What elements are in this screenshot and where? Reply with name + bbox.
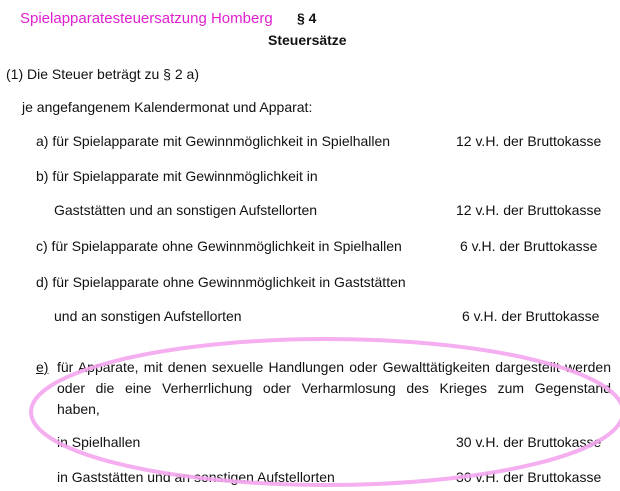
item-e-spielhallen: in Spielhallen (57, 434, 141, 450)
item-e-text-line3: haben, (57, 401, 100, 417)
item-e-label: e) (36, 359, 49, 375)
item-d-text-line1: d) für Spielapparate ohne Gewinnmöglichkeit in Gaststätten (36, 274, 406, 290)
item-e-text-line2: oder die eine Verherrlichung oder Verharmlosung des Krieges zum Gegenstand (57, 380, 611, 396)
document-title: Spielapparatesteuersatzung Homberg (20, 10, 273, 27)
item-d-rate: 6 v.H. der Bruttokasse (462, 308, 600, 324)
item-d-text-line2: und an sonstigen Aufstellorten (54, 308, 242, 324)
item-a-text: a) für Spielapparate mit Gewinnmöglichkeit in Spielhallen (36, 133, 391, 149)
paragraph-1-subintro: je angefangenem Kalendermonat und Apparat: (22, 99, 313, 115)
item-b-rate: 12 v.H. der Bruttokasse (456, 202, 602, 218)
section-heading: Steuersätze (268, 32, 347, 48)
item-b-text-line2: Gaststätten und an sonstigen Aufstellorten (54, 202, 318, 218)
item-b-text-line1: b) für Spielapparate mit Gewinnmöglichkeit in (36, 168, 318, 184)
paragraph-1-intro: (1) Die Steuer beträgt zu § 2 a) (6, 66, 199, 82)
section-number: § 4 (297, 10, 317, 26)
item-c-text: c) für Spielapparate ohne Gewinnmöglichkeit in Spielhallen (36, 238, 402, 254)
item-e-gaststaetten: in Gaststätten und an sonstigen Aufstellorten (57, 469, 335, 485)
item-c-rate: 6 v.H. der Bruttokasse (460, 238, 598, 254)
item-e-gaststaetten-rate: 30 v.H. der Bruttokasse (456, 469, 602, 485)
item-e-spielhallen-rate: 30 v.H. der Bruttokasse (456, 434, 602, 450)
item-a-rate: 12 v.H. der Bruttokasse (456, 133, 602, 149)
item-e-text-line1: für Apparate, mit denen sexuelle Handlungen oder Gewalttätigkeiten dargestellt werden (57, 359, 611, 375)
